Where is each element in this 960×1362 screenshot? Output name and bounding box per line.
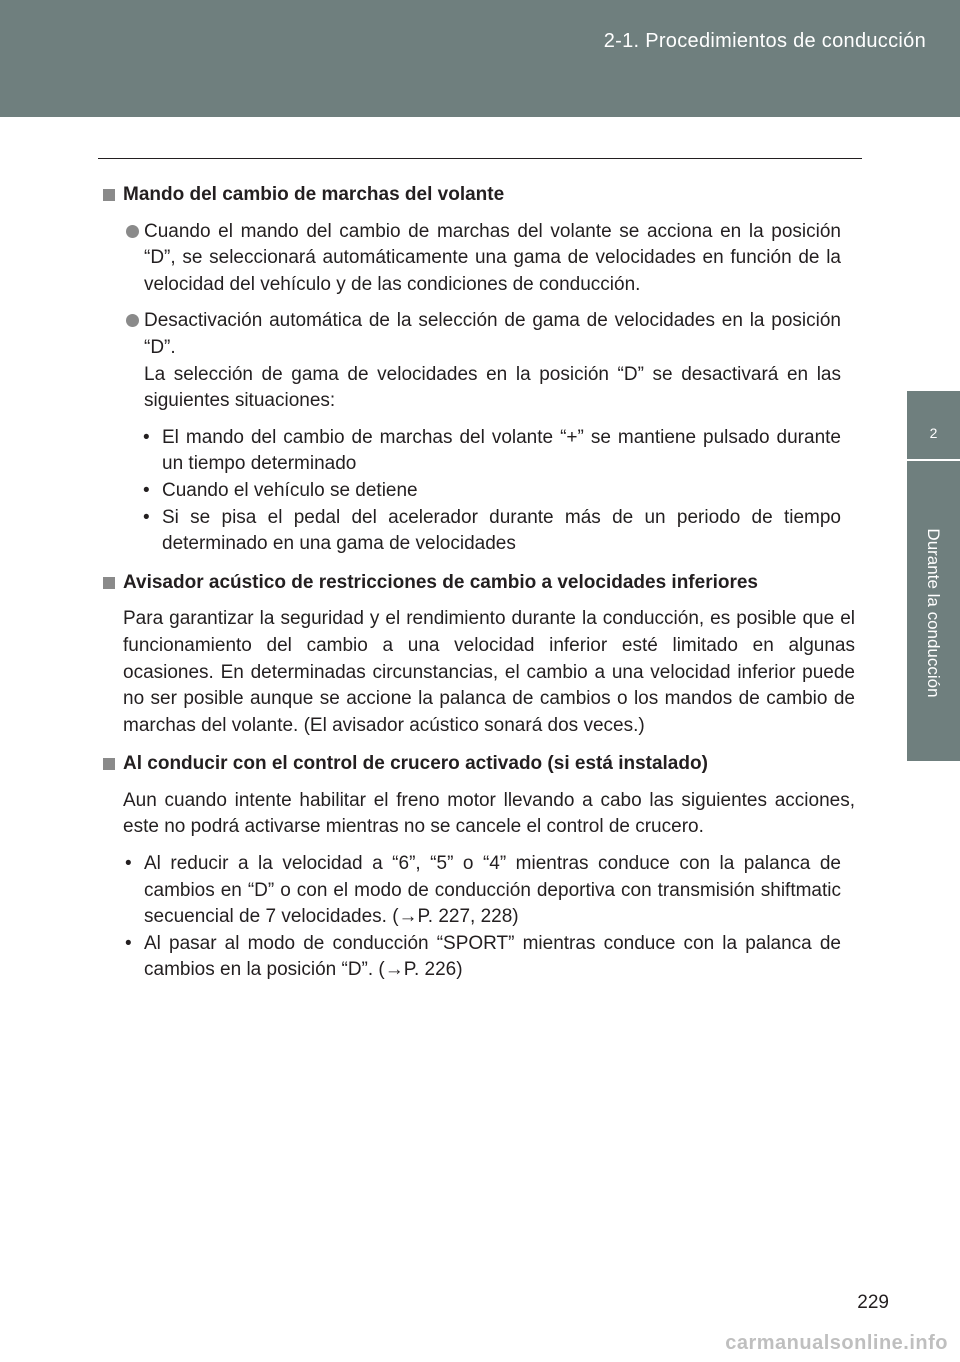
section-heading-text: Avisador acústico de restricciones de cambio a velocidades inferiores [123, 571, 758, 593]
watermark: carmanualsonline.info [725, 1332, 948, 1354]
bullet-text: La selección de gama de velocidades en la posición “D” se desactivará en las siguientes situaciones: [144, 363, 841, 412]
sub-item-text: Al pasar al modo de conducción “SPORT” mientras conduce con la palanca de cambios en la posición “D”. (→P. 226) [144, 932, 841, 981]
sub-item-text: Si se pisa el pedal del acelerador durante más de un periodo de tiempo determinado en una gama de velocidades [162, 506, 841, 555]
sub-list [100, 851, 855, 984]
bullet-item [100, 308, 855, 414]
side-tab-number: 2 [907, 391, 960, 459]
bullet-item [100, 219, 855, 299]
square-bullet-icon [103, 577, 115, 589]
sub-item: • Cuando el vehículo se detiene [143, 479, 418, 501]
sub-item: • Si se pisa el pedal del acelerador durante más de un periodo de tiempo determinado en una gama de velocidades [143, 506, 841, 555]
square-bullet-icon [103, 189, 115, 201]
sub-list [100, 425, 855, 558]
sub-item: • Al pasar al modo de conducción “SPORT” mientras conduce con la palanca de cambios en la posición “D”. (→P. 226) [125, 932, 841, 981]
bullet-text: Cuando el mando del cambio de marchas del volante se acciona en la posición “D”, se seleccionará automáticamente una gama de velocidades en función de la velocidad del vehículo y de las condiciones de conducción. [144, 220, 841, 295]
main-content [100, 182, 855, 984]
sub-item-text: El mando del cambio de marchas del volante “+” se mantiene pulsado durante un tiempo determinado [162, 426, 841, 475]
sub-item-text: Al reducir a la velocidad a “6”, “5” o “4” mientras conduce con la palanca de cambios en “D” o con el modo de conducción deportiva con transmisión shiftmatic secuencial de 7 velocidades. (→P. 227, 228) [144, 853, 841, 928]
page-number: 229 [857, 1292, 889, 1313]
chapter-title: 2-1. Procedimientos de conducción [603, 30, 926, 52]
section-heading-text: Mando del cambio de marchas del volante [123, 184, 505, 205]
section-heading-cruise-control [100, 751, 855, 778]
sub-item: • El mando del cambio de marchas del volante “+” se mantiene pulsado durante un tiempo determinado [143, 426, 841, 475]
bullet-text: Desactivación automática de la selección de gama de velocidades en la posición “D”. [144, 310, 841, 358]
paragraph: Para garantizar la seguridad y el rendimiento durante la conducción, es posible que el funcionamiento del cambio a una velocidad inferior esté limitado en algunas ocasiones. En determinadas circunstancias, el cambio a una velocidad inferior puede no ser posible aunque se accione la palanca de cambios o los mandos de cambio de marchas del volante. (El avisador acústico sonará dos veces.) [123, 608, 855, 736]
square-bullet-icon [103, 758, 115, 770]
section-heading-text: Al conducir con el control de crucero activado (si está instalado) [123, 753, 708, 775]
page-header [0, 0, 960, 117]
sub-item: • Al reducir a la velocidad a “6”, “5” o “4” mientras conduce con la palanca de cambios en “D” o con el modo de conducción deportiva con transmisión shiftmatic secuencial de 7 velocidades. (→P. 227, 228) [125, 853, 841, 928]
circle-bullet-icon [126, 314, 139, 327]
section-heading-steering-shift [100, 182, 855, 209]
sub-item-text: Cuando el vehículo se detiene [162, 479, 418, 501]
circle-bullet-icon [126, 225, 139, 238]
top-divider [98, 158, 862, 159]
side-tab-label: Durante la conducción [924, 528, 943, 698]
paragraph: Aun cuando intente habilitar el freno motor llevando a cabo las siguientes acciones, este no podrá activarse mientras no se cancele el control de crucero. [123, 789, 855, 838]
section-heading-downshift-buzzer [100, 570, 855, 597]
